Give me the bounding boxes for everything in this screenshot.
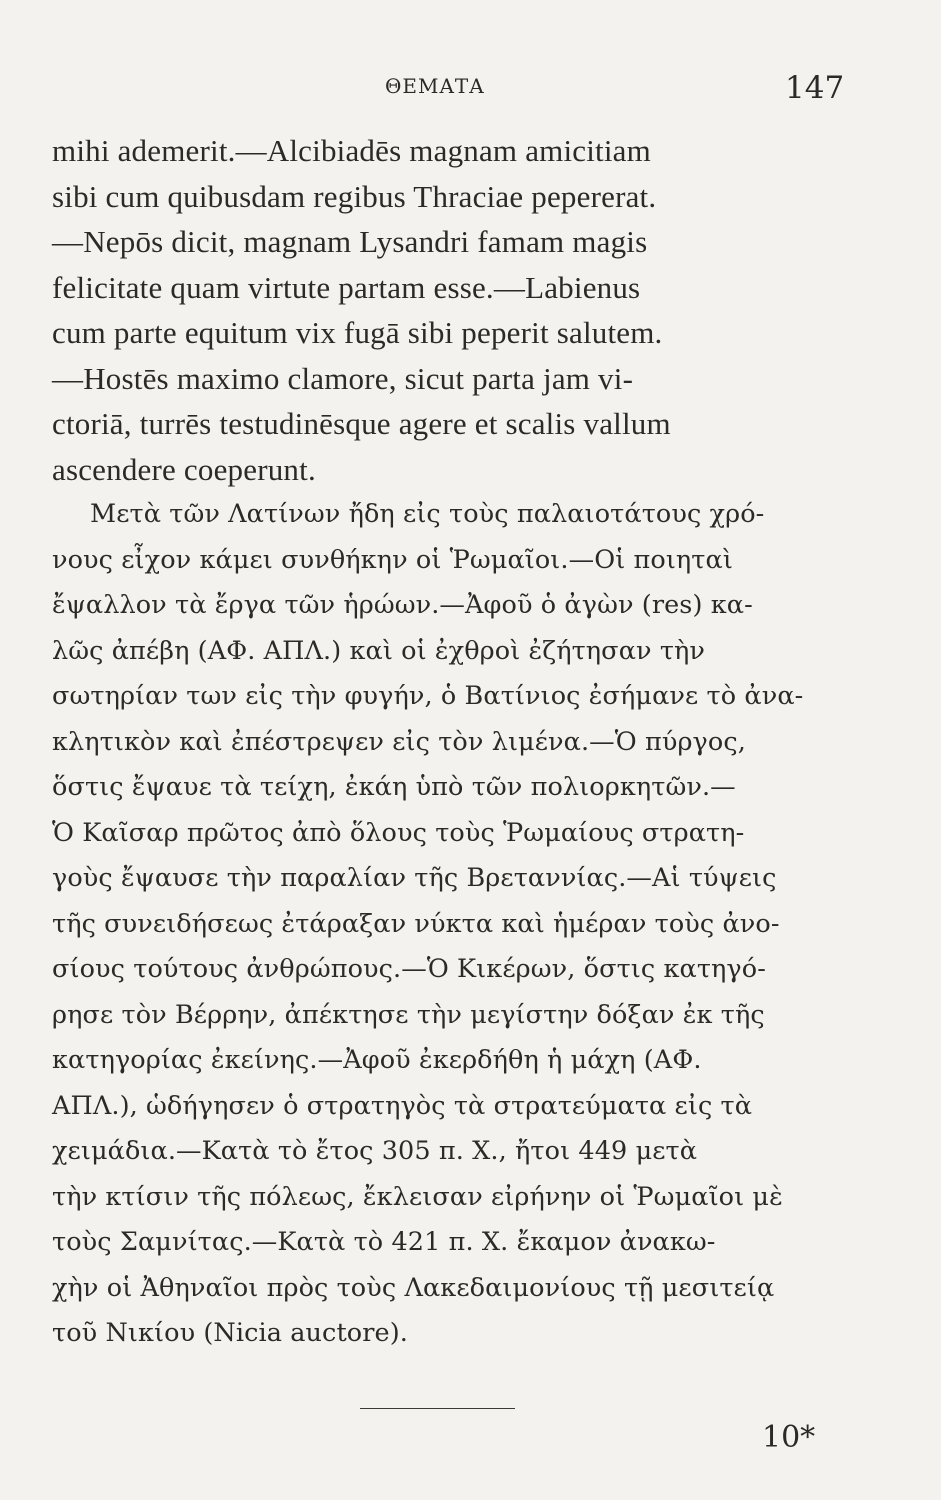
text-line: χειμάδια.—Κατὰ τὸ ἔτος 305 π. Χ., ἤτοι 449 μετὰ	[52, 1136, 698, 1166]
text-line: κατηγορίας ἐκείνης.—Ἀφοῦ ἐκερδήθη ἡ μάχη (ΑΦ.	[52, 1045, 702, 1075]
text-line: χὴν οἱ Ἀθηναῖοι πρὸς τοὺς Λακεδαιμονίους τῇ μεσιτείᾳ	[52, 1272, 775, 1303]
page-number: 147	[785, 70, 845, 106]
text-line: —Hostēs maximo clamore, sicut parta jam vi-	[52, 360, 634, 396]
footer-rule	[360, 1408, 515, 1409]
text-line: ἔψαλλον τὰ ἔργα τῶν ἡρώων.—Ἀφοῦ ὁ ἀγὼν (res) κα-	[52, 590, 753, 620]
text-line: σίους τούτους ἀνθρώπους.—Ὁ Κικέρων, ὅστις κατηγό-	[52, 954, 766, 984]
text-line: τοὺς Σαμνίτας.—Κατὰ τὸ 421 π. Χ. ἔκαμον ἀνακω-	[52, 1227, 716, 1257]
text-line: λῶς ἀπέβη (ΑΦ. ΑΠΛ.) καὶ οἱ ἐχθροὶ ἐζήτησαν τὴν	[52, 635, 706, 666]
text-line: τῆς συνειδήσεως ἐτάραξαν νύκτα καὶ ἡμέραν τοὺς ἀνο-	[52, 908, 780, 939]
text-line: ρησε τὸν Βέρρην, ἀπέκτησε τὴν μεγίστην δόξαν ἐκ τῆς	[52, 999, 765, 1030]
text-line: —Nepōs dicit, magnam Lysandri famam magis	[52, 224, 648, 259]
text-line: felicitate quam virtute partam esse.—Labienus	[52, 269, 641, 305]
text-line: γοὺς ἔψαυσε τὴν παραλίαν τῆς Βρεταννίας.—Αἱ τύψεις	[52, 863, 777, 893]
text-line: ὅστις ἔψαυε τὰ τείχη, ἐκάη ὑπὸ τῶν πολιορκητῶν.—	[52, 772, 736, 802]
running-head	[0, 70, 941, 110]
running-title: ΘΕΜΑΤΑ	[385, 74, 485, 98]
text-line: Ὁ Καῖσαρ πρῶτος ἀπὸ ὅλους τοὺς Ῥωμαίους στρατη-	[52, 817, 745, 848]
text-line: Μετὰ τῶν Λατίνων ἤδη εἰς τοὺς παλαιοτάτους χρό-	[90, 499, 765, 529]
signature-mark: 10*	[762, 1420, 816, 1455]
text-line: cum parte equitum vix fugā sibi peperit salutem.	[52, 315, 663, 350]
text-line: σωτηρίαν των εἰς τὴν φυγήν, ὁ Βατίνιος ἐσήμανε τὸ ἀνα-	[52, 681, 804, 711]
text-line: sibi cum quibusdam regibus Thraciae pepererat.	[52, 178, 657, 214]
body-text	[52, 128, 842, 1357]
text-line: ΑΠΛ.), ὡδήγησεν ὁ στρατηγὸς τὰ στρατεύματα εἰς τὰ	[52, 1090, 753, 1121]
text-line: mihi ademerit.—Alcibiadēs magnam amicitiam	[52, 133, 651, 168]
text-line: νους εἶχον κάμει συνθήκην οἱ Ῥωμαῖοι.—Οἱ ποιηταὶ	[52, 544, 733, 575]
text-line: τοῦ Νικίου (Nicia auctore).	[52, 1318, 408, 1348]
text-line: τὴν κτίσιν τῆς πόλεως, ἔκλεισαν εἰρήνην οἱ Ῥωμαῖοι μὲ	[52, 1181, 783, 1212]
text-line: κλητικὸν καὶ ἐπέστρεψεν εἰς τὸν λιμένα.—Ὁ πύργος,	[52, 726, 746, 757]
text-line: ctoriā, turrēs testudinēsque agere et scalis vallum	[52, 406, 671, 441]
text-line: ascendere coeperunt.	[52, 451, 316, 487]
